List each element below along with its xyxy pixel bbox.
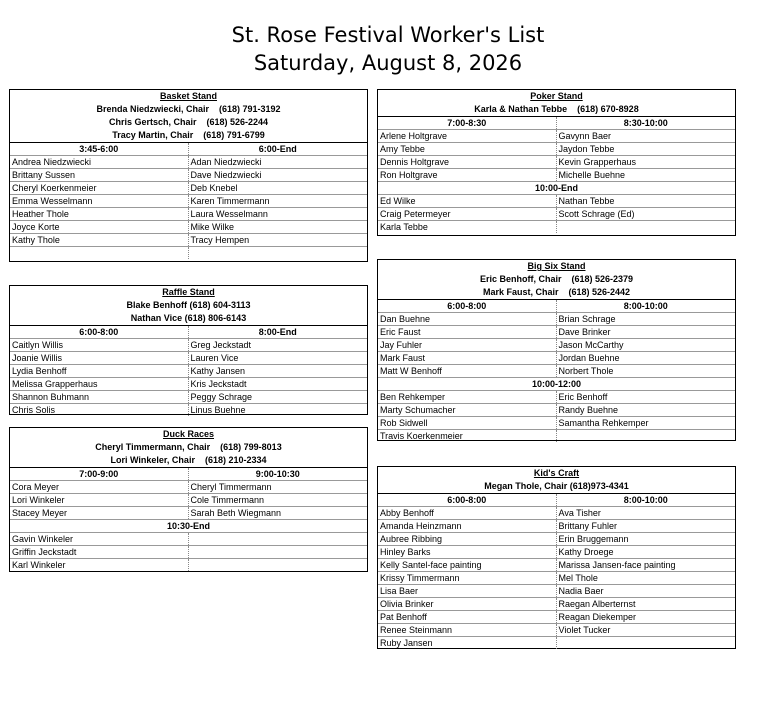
- worker-row: [10, 351, 367, 364]
- worker-row: [10, 364, 367, 377]
- shift-time: 6:00-End: [258, 144, 297, 154]
- shift-time: 10:00-End: [534, 183, 578, 193]
- worker-name: Kathy Thole: [10, 234, 189, 246]
- shift-time: 7:00-9:00: [10, 468, 189, 480]
- worker-row: [378, 416, 735, 429]
- shift-time-row: [10, 467, 367, 480]
- worker-row: [10, 390, 367, 403]
- worker-name: Scott Schrage (Ed): [558, 209, 635, 219]
- chair-contact: Blake Benhoff (618) 604-3113: [126, 300, 251, 310]
- worker-row: [10, 207, 367, 220]
- chair-contact: Nathan Vice (618) 806-6143: [130, 313, 247, 323]
- worker-name: Heather Thole: [10, 208, 189, 220]
- worker-row: [378, 390, 735, 403]
- worker-name: Lydia Benhoff: [10, 365, 189, 377]
- worker-row: [10, 480, 367, 493]
- worker-row: [378, 506, 735, 519]
- worker-name: Jay Fuhler: [378, 339, 557, 351]
- worker-name: Greg Jeckstadt: [190, 340, 252, 350]
- worker-name: [557, 221, 736, 233]
- worker-row: [10, 233, 367, 246]
- worker-row: [378, 155, 735, 168]
- shift-time: 8:30-10:00: [623, 118, 668, 128]
- worker-name: Brittany Sussen: [10, 169, 189, 181]
- worker-row: [378, 610, 735, 623]
- shift-time: 10:00-12:00: [531, 379, 582, 389]
- worker-name: Nathan Tebbe: [558, 196, 615, 206]
- worker-row: [10, 220, 367, 233]
- worker-row: [378, 364, 735, 377]
- worker-name: Karen Timmermann: [190, 196, 270, 206]
- worker-row: [378, 532, 735, 545]
- worker-name: Amy Tebbe: [378, 143, 557, 155]
- worker-name: [189, 559, 368, 571]
- worker-name: Deb Knebel: [190, 183, 238, 193]
- worker-name: Raegan Alberternst: [558, 599, 636, 609]
- shift-time: 6:00-8:00: [378, 494, 557, 506]
- worker-row: [378, 338, 735, 351]
- worker-name: Kelly Santel-face painting: [378, 559, 557, 571]
- stand-name: Kid's Craft: [533, 468, 580, 478]
- stand-name: Poker Stand: [530, 91, 583, 101]
- worker-name: Eric Benhoff: [558, 392, 608, 402]
- stand-duck: [9, 427, 368, 572]
- stand-name: Big Six Stand: [527, 261, 586, 271]
- worker-row: [378, 545, 735, 558]
- worker-row: [378, 194, 735, 207]
- shift-time-row: [378, 299, 735, 312]
- shift-time-row: [378, 377, 735, 390]
- chair-contact: Chris Gertsch, Chair (618) 526-2244: [108, 117, 269, 127]
- chair-contact: Brenda Niedzwiecki, Chair (618) 791-3192: [96, 104, 281, 114]
- worker-name: Adan Niedzwiecki: [190, 157, 262, 167]
- worker-row: [10, 194, 367, 207]
- worker-name: Nadia Baer: [558, 586, 604, 596]
- worker-name: Brittany Fuhler: [558, 521, 618, 531]
- worker-name: Stacey Meyer: [10, 507, 189, 519]
- worker-row: [10, 246, 367, 259]
- worker-name: Norbert Thole: [558, 366, 614, 376]
- worker-name: Dennis Holtgrave: [378, 156, 557, 168]
- shift-time-row: [10, 325, 367, 338]
- stand-name: Basket Stand: [159, 91, 218, 101]
- worker-name: Gavin Winkeler: [10, 533, 189, 545]
- worker-name: Kevin Grapperhaus: [558, 157, 637, 167]
- worker-name: Ed Wilke: [378, 195, 557, 207]
- stand-raffle: [9, 285, 368, 415]
- worker-name: [557, 430, 736, 442]
- worker-name: Olivia Brinker: [378, 598, 557, 610]
- shift-time: 8:00-10:00: [623, 301, 668, 311]
- worker-row: [378, 207, 735, 220]
- worker-name: Amanda Heinzmann: [378, 520, 557, 532]
- worker-name: Eric Faust: [378, 326, 557, 338]
- worker-name: Krissy Timmermann: [378, 572, 557, 584]
- worker-row: [378, 325, 735, 338]
- worker-row: [10, 506, 367, 519]
- chair-contact: Cheryl Timmermann, Chair (618) 799-8013: [95, 442, 282, 452]
- worker-row: [10, 168, 367, 181]
- worker-name: Lori Winkeler: [10, 494, 189, 506]
- stand-name: Raffle Stand: [162, 287, 215, 297]
- worker-name: Joyce Korte: [10, 221, 189, 233]
- shift-time-row: [378, 116, 735, 129]
- worker-name: Gavynn Baer: [558, 131, 612, 141]
- worker-name: Rob Sidwell: [378, 417, 557, 429]
- page-date: Saturday, August 8, 2026: [253, 51, 523, 75]
- worker-name: Jaydon Tebbe: [558, 144, 615, 154]
- worker-name: [189, 546, 368, 558]
- worker-row: [378, 312, 735, 325]
- chair-contact: Eric Benhoff, Chair (618) 526-2379: [479, 274, 634, 284]
- worker-row: [378, 129, 735, 142]
- worker-name: Mel Thole: [558, 573, 598, 583]
- page-title: St. Rose Festival Worker's List: [231, 23, 545, 47]
- worker-row: [10, 403, 367, 416]
- stand-basket: [9, 89, 368, 262]
- worker-name: Chris Solis: [10, 404, 189, 416]
- shift-time: 10:30-End: [166, 521, 210, 531]
- worker-name: Cora Meyer: [10, 481, 189, 493]
- worker-name: Violet Tucker: [558, 625, 611, 635]
- shift-time: 3:45-6:00: [10, 143, 189, 155]
- worker-name: [10, 247, 189, 259]
- worker-name: Andrea Niedzwiecki: [10, 156, 189, 168]
- shift-time: 6:00-8:00: [378, 300, 557, 312]
- worker-name: Kathy Droege: [558, 547, 614, 557]
- shift-time: 6:00-8:00: [10, 326, 189, 338]
- worker-row: [10, 558, 367, 571]
- worker-name: Emma Wesselmann: [10, 195, 189, 207]
- worker-name: Ava Tisher: [558, 508, 601, 518]
- worker-name: Karl Winkeler: [10, 559, 189, 571]
- worker-name: Marty Schumacher: [378, 404, 557, 416]
- worker-row: [378, 558, 735, 571]
- worker-row: [10, 155, 367, 168]
- worker-name: Samantha Rehkemper: [558, 418, 649, 428]
- worker-name: Mark Faust: [378, 352, 557, 364]
- shift-time-row: [10, 142, 367, 155]
- worker-name: Mike Wilke: [190, 222, 235, 232]
- worker-row: [378, 519, 735, 532]
- worker-name: Matt W Benhoff: [378, 365, 557, 377]
- worker-name: Laura Wesselmann: [190, 209, 268, 219]
- worker-name: Shannon Buhmann: [10, 391, 189, 403]
- worker-name: Marissa Jansen-face painting: [558, 560, 676, 570]
- chair-contact: Tracy Martin, Chair (618) 791-6799: [112, 130, 265, 140]
- worker-name: Cheryl Koerkenmeier: [10, 182, 189, 194]
- worker-name: Renee Steinmann: [378, 624, 557, 636]
- worker-row: [378, 571, 735, 584]
- worker-name: Michelle Buehne: [558, 170, 626, 180]
- worker-name: Dave Brinker: [558, 327, 611, 337]
- shift-time-row: [378, 181, 735, 194]
- worker-row: [378, 429, 735, 442]
- worker-row: [10, 181, 367, 194]
- worker-row: [378, 597, 735, 610]
- worker-name: Cheryl Timmermann: [190, 482, 272, 492]
- worker-row: [378, 636, 735, 649]
- worker-name: Reagan Diekemper: [558, 612, 637, 622]
- worker-row: [378, 403, 735, 416]
- shift-time: 9:00-10:30: [255, 469, 300, 479]
- worker-name: Kathy Jansen: [190, 366, 246, 376]
- worker-name: Dan Buehne: [378, 313, 557, 325]
- worker-name: Abby Benhoff: [378, 507, 557, 519]
- worker-name: Jordan Buehne: [558, 353, 620, 363]
- worker-name: Arlene Holtgrave: [378, 130, 557, 142]
- worker-row: [10, 377, 367, 390]
- worker-name: Peggy Schrage: [190, 392, 253, 402]
- worker-row: [378, 220, 735, 233]
- worker-name: Karla Tebbe: [378, 221, 557, 233]
- worker-name: Randy Buehne: [558, 405, 619, 415]
- worker-name: Sarah Beth Wiegmann: [190, 508, 282, 518]
- worker-name: Griffin Jeckstadt: [10, 546, 189, 558]
- worker-name: Ron Holtgrave: [378, 169, 557, 181]
- shift-time: 7:00-8:30: [378, 117, 557, 129]
- stand-bigsix: [377, 259, 736, 441]
- worker-row: [10, 338, 367, 351]
- chair-contact: Karla & Nathan Tebbe (618) 670-8928: [474, 104, 639, 114]
- worker-name: Joanie Willis: [10, 352, 189, 364]
- shift-time-row: [10, 519, 367, 532]
- worker-name: Aubree Ribbing: [378, 533, 557, 545]
- worker-name: Ruby Jansen: [378, 637, 557, 649]
- worker-name: Craig Petermeyer: [378, 208, 557, 220]
- stand-name: Duck Races: [162, 429, 215, 439]
- worker-name: Lauren Vice: [190, 353, 239, 363]
- worker-name: Travis Koerkenmeier: [378, 430, 557, 442]
- chair-contact: Lori Winkeler, Chair (618) 210-2334: [110, 455, 267, 465]
- worker-name: Pat Benhoff: [378, 611, 557, 623]
- worker-name: Caitlyn Willis: [10, 339, 189, 351]
- worker-name: [189, 247, 368, 259]
- worker-name: [189, 533, 368, 545]
- worker-name: Cole Timmermann: [190, 495, 265, 505]
- shift-time-row: [378, 493, 735, 506]
- worker-name: [557, 637, 736, 649]
- shift-time: 8:00-End: [258, 327, 297, 337]
- worker-name: Erin Bruggemann: [558, 534, 629, 544]
- stand-poker: [377, 89, 736, 236]
- worker-name: Jason McCarthy: [558, 340, 624, 350]
- chair-contact: Megan Thole, Chair (618)973-4341: [484, 481, 629, 491]
- worker-row: [378, 623, 735, 636]
- worker-name: Dave Niedzwiecki: [190, 170, 262, 180]
- worker-row: [378, 168, 735, 181]
- stand-kids: [377, 466, 736, 649]
- worker-row: [378, 142, 735, 155]
- worker-name: Hinley Barks: [378, 546, 557, 558]
- worker-row: [10, 532, 367, 545]
- worker-row: [10, 545, 367, 558]
- chair-contact: Mark Faust, Chair (618) 526-2442: [482, 287, 631, 297]
- worker-row: [10, 493, 367, 506]
- worker-name: Ben Rehkemper: [378, 391, 557, 403]
- worker-name: Lisa Baer: [378, 585, 557, 597]
- worker-name: Brian Schrage: [558, 314, 616, 324]
- worker-name: Linus Buehne: [190, 405, 246, 415]
- shift-time: 8:00-10:00: [623, 495, 668, 505]
- worker-name: Melissa Grapperhaus: [10, 378, 189, 390]
- worker-name: Tracy Hempen: [190, 235, 250, 245]
- worker-row: [378, 351, 735, 364]
- worker-name: Kris Jeckstadt: [190, 379, 247, 389]
- worker-row: [378, 584, 735, 597]
